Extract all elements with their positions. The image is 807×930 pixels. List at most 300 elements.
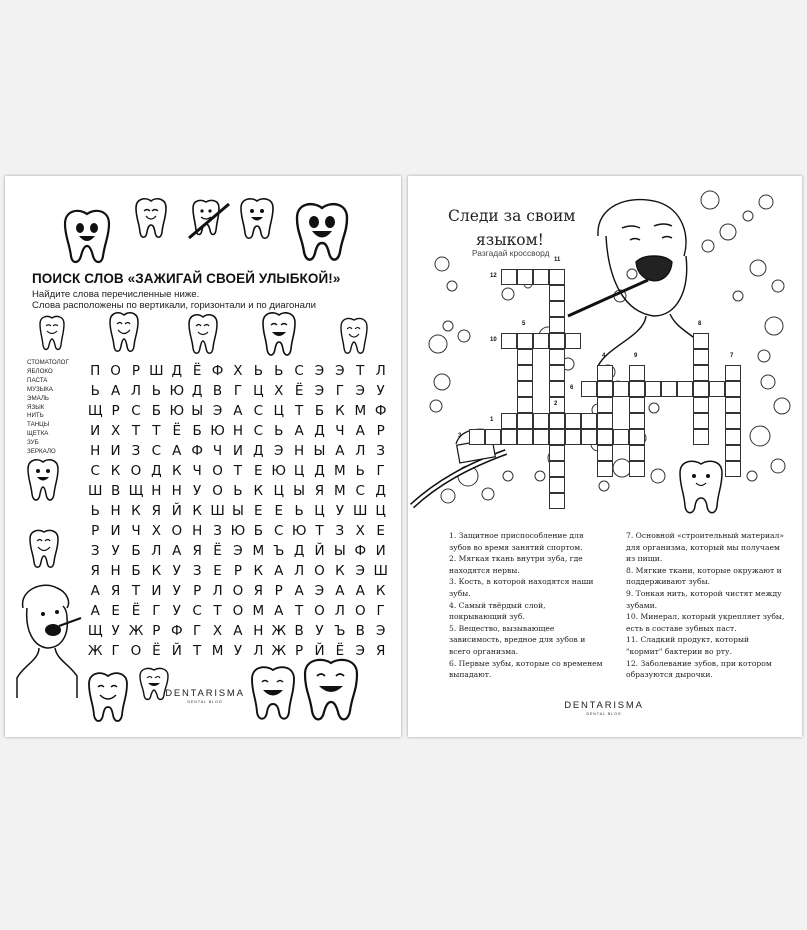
crossword-cell[interactable]	[469, 429, 485, 445]
grid-letter[interactable]: Ё	[192, 363, 202, 379]
grid-letter[interactable]: Ь	[90, 503, 100, 519]
grid-letter[interactable]: У	[172, 603, 181, 619]
grid-letter[interactable]: Е	[274, 503, 283, 519]
grid-letter[interactable]: Н	[110, 503, 121, 519]
grid-letter[interactable]: Е	[213, 563, 222, 579]
grid-letter[interactable]: К	[151, 563, 162, 579]
crossword-cell[interactable]	[549, 269, 565, 285]
grid-letter[interactable]: Р	[193, 583, 202, 599]
grid-letter[interactable]: Р	[91, 523, 100, 539]
grid-letter[interactable]: Р	[152, 623, 161, 639]
crossword-cell[interactable]	[501, 429, 517, 445]
grid-letter[interactable]: Э	[212, 403, 223, 419]
grid-letter[interactable]: Б	[192, 423, 202, 439]
crossword-cell[interactable]	[597, 445, 613, 461]
crossword-cell[interactable]	[549, 317, 565, 333]
grid-letter[interactable]: Ф	[170, 623, 183, 639]
grid-letter[interactable]: С	[90, 463, 100, 479]
grid-letter[interactable]: У	[111, 623, 120, 639]
grid-letter[interactable]: Т	[294, 403, 304, 419]
grid-letter[interactable]: О	[232, 583, 244, 599]
grid-letter[interactable]: Х	[151, 523, 161, 539]
grid-letter[interactable]: Ч	[212, 443, 223, 459]
grid-letter[interactable]: М	[354, 403, 367, 419]
crossword-cell[interactable]	[581, 381, 597, 397]
grid-letter[interactable]: В	[110, 483, 121, 499]
crossword-cell[interactable]	[725, 461, 741, 477]
crossword-cell[interactable]	[485, 429, 501, 445]
crossword-cell[interactable]	[693, 349, 709, 365]
grid-letter[interactable]: Л	[212, 583, 223, 599]
grid-letter[interactable]: Г	[111, 643, 120, 659]
grid-letter[interactable]: Ы	[313, 443, 326, 459]
grid-letter[interactable]: Я	[90, 563, 100, 579]
grid-letter[interactable]: Ц	[293, 463, 305, 479]
crossword-cell[interactable]	[517, 333, 533, 349]
grid-letter[interactable]: Ш	[373, 563, 388, 579]
crossword-cell[interactable]	[725, 381, 741, 397]
grid-letter[interactable]: Л	[375, 363, 386, 379]
crossword-cell[interactable]	[709, 381, 725, 397]
grid-letter[interactable]: А	[274, 563, 284, 579]
grid-letter[interactable]: Ю	[210, 423, 225, 439]
grid-letter[interactable]: К	[171, 463, 182, 479]
grid-letter[interactable]: Щ	[87, 623, 103, 639]
grid-letter[interactable]: Ы	[231, 503, 244, 519]
grid-letter[interactable]: Й	[314, 643, 325, 659]
grid-letter[interactable]: Я	[151, 503, 162, 519]
grid-letter[interactable]: А	[335, 443, 345, 459]
grid-letter[interactable]: Х	[274, 383, 284, 399]
grid-letter[interactable]: В	[294, 623, 304, 639]
grid-letter[interactable]: Р	[295, 643, 304, 659]
grid-letter[interactable]: В	[212, 383, 223, 399]
grid-letter[interactable]: Л	[151, 543, 162, 559]
grid-letter[interactable]: Д	[314, 463, 325, 479]
grid-letter[interactable]: Ё	[213, 543, 222, 559]
tooth-character-icon	[259, 310, 299, 358]
grid-letter[interactable]: У	[111, 543, 120, 559]
grid-letter[interactable]: Э	[314, 363, 325, 379]
crossword-cell[interactable]	[677, 381, 693, 397]
grid-letter[interactable]: Д	[253, 443, 264, 459]
grid-letter[interactable]: А	[335, 583, 345, 599]
grid-letter[interactable]: Ц	[375, 503, 386, 519]
grid-letter[interactable]: Т	[294, 603, 304, 619]
grid-letter[interactable]: И	[110, 443, 121, 459]
grid-letter[interactable]: О	[171, 523, 183, 539]
crossword-cell[interactable]	[549, 365, 565, 381]
crossword-cell[interactable]	[501, 333, 517, 349]
grid-letter[interactable]: Е	[254, 463, 263, 479]
grid-letter[interactable]: Р	[274, 583, 283, 599]
grid-letter[interactable]: А	[294, 423, 304, 439]
crossword-cell[interactable]	[597, 365, 613, 381]
grid-letter[interactable]: Э	[314, 583, 325, 599]
grid-letter[interactable]: М	[252, 603, 265, 619]
grid-letter[interactable]: Ж	[87, 643, 103, 659]
grid-letter[interactable]: Я	[110, 583, 121, 599]
grid-letter[interactable]: О	[130, 463, 142, 479]
grid-letter[interactable]: С	[253, 423, 264, 439]
grid-letter[interactable]: Ф	[354, 543, 367, 559]
grid-letter[interactable]: Н	[253, 623, 264, 639]
grid-letter[interactable]: С	[273, 523, 284, 539]
grid-letter[interactable]: О	[212, 483, 223, 499]
grid-letter[interactable]: Н	[294, 443, 305, 459]
crossword-cell[interactable]	[597, 397, 613, 413]
grid-letter[interactable]: Я	[192, 543, 202, 559]
crossword-cell[interactable]	[517, 413, 533, 429]
grid-letter[interactable]: У	[193, 483, 202, 499]
grid-letter[interactable]: Р	[131, 363, 141, 379]
grid-letter[interactable]: П	[90, 363, 101, 379]
grid-letter[interactable]: А	[274, 603, 284, 619]
crossword-cell[interactable]	[549, 493, 565, 509]
grid-letter[interactable]: Б	[131, 563, 141, 579]
crossword-cell[interactable]	[501, 269, 517, 285]
crossword-cell[interactable]	[725, 413, 741, 429]
crossword-cell[interactable]	[549, 301, 565, 317]
grid-letter[interactable]: З	[376, 443, 385, 459]
crossword-cell[interactable]	[549, 477, 565, 493]
grid-letter[interactable]: М	[211, 643, 224, 659]
crossword-cell[interactable]	[517, 397, 533, 413]
grid-letter[interactable]: А	[172, 543, 182, 559]
grid-letter[interactable]: С	[131, 403, 141, 419]
grid-letter[interactable]: У	[376, 383, 385, 399]
grid-letter[interactable]: Л	[130, 383, 142, 399]
grid-row	[85, 521, 391, 541]
grid-letter[interactable]: Ц	[253, 383, 264, 399]
crossword-cell[interactable]	[581, 429, 597, 445]
grid-letter[interactable]: Ё	[335, 643, 345, 659]
grid-letter[interactable]: Ж	[271, 623, 286, 639]
grid-letter[interactable]: У	[315, 623, 324, 639]
grid-letter[interactable]: А	[355, 583, 365, 599]
grid-letter[interactable]: Ю	[169, 383, 185, 399]
grid-letter[interactable]: О	[232, 603, 244, 619]
grid-letter[interactable]: Б	[131, 543, 141, 559]
crossword-cell[interactable]	[613, 381, 629, 397]
grid-letter[interactable]: Х	[355, 523, 365, 539]
grid-letter[interactable]: Е	[376, 523, 385, 539]
grid-letter[interactable]: Н	[232, 423, 243, 439]
crossword-cell[interactable]	[693, 365, 709, 381]
grid-letter[interactable]: Г	[193, 623, 202, 639]
grid-letter[interactable]: Р	[233, 563, 242, 579]
crossword-cell[interactable]	[661, 381, 677, 397]
grid-letter[interactable]: Щ	[87, 403, 103, 419]
grid-letter[interactable]: Т	[152, 423, 161, 439]
crossword-cell[interactable]	[629, 461, 645, 477]
grid-letter[interactable]: С	[151, 443, 162, 459]
grid-letter[interactable]: О	[212, 463, 223, 479]
grid-letter[interactable]: Ё	[172, 423, 182, 439]
grid-letter[interactable]: Т	[315, 523, 324, 539]
grid-letter[interactable]: Ь	[151, 383, 161, 399]
crossword-cell[interactable]	[565, 429, 581, 445]
grid-letter[interactable]: Д	[375, 483, 386, 499]
grid-letter[interactable]: Й	[314, 543, 325, 559]
crossword-cell[interactable]	[517, 349, 533, 365]
crossword-cell[interactable]	[517, 429, 533, 445]
grid-letter[interactable]: Г	[152, 603, 161, 619]
crossword-cell[interactable]	[629, 397, 645, 413]
grid-letter[interactable]: Ю	[271, 463, 286, 479]
grid-letter[interactable]: Ь	[233, 483, 243, 499]
grid-letter[interactable]: Г	[335, 383, 344, 399]
grid-letter[interactable]: Д	[314, 423, 325, 439]
grid-letter[interactable]: Э	[355, 563, 365, 579]
grid-letter[interactable]: Э	[335, 363, 345, 379]
grid-letter[interactable]: Н	[110, 563, 121, 579]
grid-letter[interactable]: А	[294, 583, 304, 599]
grid-letter[interactable]: Т	[233, 463, 243, 479]
crossword-cell[interactable]	[517, 365, 533, 381]
grid-letter[interactable]: М	[334, 463, 346, 479]
crossword-cell[interactable]	[613, 429, 629, 445]
crossword-cell[interactable]	[629, 429, 645, 445]
grid-letter[interactable]: В	[355, 623, 365, 639]
grid-letter[interactable]: Р	[376, 423, 385, 439]
grid-letter[interactable]: Е	[254, 503, 263, 519]
grid-letter[interactable]: Ж	[271, 643, 286, 659]
grid-letter[interactable]: И	[151, 583, 162, 599]
grid-letter[interactable]: К	[335, 563, 345, 579]
grid-letter[interactable]: Ю	[230, 523, 246, 539]
grid-letter[interactable]: Б	[253, 523, 263, 539]
crossword-cell[interactable]	[693, 333, 709, 349]
grid-letter[interactable]: Н	[171, 483, 182, 499]
grid-letter[interactable]: И	[110, 523, 121, 539]
grid-letter[interactable]: З	[131, 443, 141, 459]
grid-letter[interactable]: К	[335, 403, 345, 419]
crossword-cell[interactable]	[549, 429, 565, 445]
grid-letter[interactable]: Ш	[210, 503, 225, 519]
grid-letter[interactable]: С	[192, 603, 202, 619]
grid-letter[interactable]: Ъ	[273, 543, 285, 559]
grid-letter[interactable]: Ё	[152, 643, 161, 659]
grid-letter[interactable]: Ф	[211, 363, 224, 379]
grid-letter[interactable]: Л	[334, 603, 345, 619]
grid-letter[interactable]: Х	[233, 363, 243, 379]
grid-letter[interactable]: Ь	[294, 503, 304, 519]
crossword-cell[interactable]	[565, 413, 581, 429]
grid-letter[interactable]: К	[253, 563, 264, 579]
crossword-cell[interactable]	[549, 445, 565, 461]
grid-letter[interactable]: Ф	[374, 403, 387, 419]
grid-letter[interactable]: Х	[212, 623, 223, 639]
crossword-cell[interactable]	[629, 381, 645, 397]
grid-letter[interactable]: К	[131, 503, 141, 519]
grid-letter[interactable]: О	[110, 363, 121, 379]
grid-letter[interactable]: Я	[314, 483, 325, 499]
grid-letter[interactable]: З	[335, 523, 345, 539]
grid-letter[interactable]: Ю	[169, 403, 185, 419]
grid-letter[interactable]: Г	[376, 603, 385, 619]
grid-letter[interactable]: Л	[294, 563, 305, 579]
grid-letter[interactable]: Ы	[191, 403, 204, 419]
grid-letter[interactable]: Ю	[291, 523, 307, 539]
grid-letter[interactable]: Д	[191, 383, 203, 399]
crossword-cell[interactable]	[549, 413, 565, 429]
crossword-cell[interactable]	[517, 381, 533, 397]
grid-letter[interactable]: Н	[192, 523, 203, 539]
grid-letter[interactable]: Ц	[273, 403, 284, 419]
grid-letter[interactable]: Э	[273, 443, 284, 459]
grid-letter[interactable]: Й	[171, 643, 182, 659]
grid-letter[interactable]: А	[355, 423, 365, 439]
grid-letter[interactable]: С	[253, 403, 264, 419]
grid-letter[interactable]: З	[90, 543, 100, 559]
crossword-cell[interactable]	[533, 269, 549, 285]
grid-letter[interactable]: Н	[151, 483, 162, 499]
grid-letter[interactable]: Д	[293, 543, 305, 559]
grid-letter[interactable]: Р	[111, 403, 120, 419]
crossword-cell[interactable]	[725, 397, 741, 413]
grid-letter[interactable]: Э	[355, 643, 365, 659]
grid-letter[interactable]: Н	[90, 443, 101, 459]
crossword-cell[interactable]	[533, 413, 549, 429]
grid-letter[interactable]: Е	[111, 603, 120, 619]
grid-letter[interactable]: К	[253, 483, 264, 499]
crossword-cell[interactable]	[725, 429, 741, 445]
grid-letter[interactable]: Ё	[131, 603, 141, 619]
crossword-cell[interactable]	[725, 365, 741, 381]
crossword-cell[interactable]	[693, 381, 709, 397]
crossword-cell[interactable]	[533, 333, 549, 349]
crossword-cell[interactable]	[693, 397, 709, 413]
grid-letter[interactable]: А	[90, 603, 100, 619]
grid-letter[interactable]: О	[314, 563, 325, 579]
grid-letter[interactable]: У	[172, 583, 181, 599]
grid-letter[interactable]: А	[172, 443, 182, 459]
crossword-cell[interactable]	[629, 365, 645, 381]
grid-letter[interactable]: Я	[375, 643, 386, 659]
crossword-cell[interactable]	[693, 413, 709, 429]
crossword-cell[interactable]	[629, 413, 645, 429]
grid-letter[interactable]: Б	[151, 403, 161, 419]
grid-letter[interactable]: З	[213, 523, 222, 539]
grid-letter[interactable]: Э	[375, 623, 386, 639]
crossword-cell[interactable]	[533, 429, 549, 445]
crossword-cell[interactable]	[549, 461, 565, 477]
grid-letter[interactable]: Э	[314, 383, 325, 399]
crossword-cell[interactable]	[725, 445, 741, 461]
grid-letter[interactable]: Ц	[314, 503, 325, 519]
grid-letter[interactable]: К	[110, 463, 121, 479]
grid-letter[interactable]: Э	[355, 383, 365, 399]
grid-letter[interactable]: С	[294, 363, 304, 379]
grid-letter[interactable]: М	[252, 543, 265, 559]
grid-letter[interactable]: Т	[131, 583, 141, 599]
grid-letter[interactable]: Ш	[149, 363, 164, 379]
grid-letter[interactable]: Т	[213, 603, 222, 619]
grid-letter[interactable]: Ь	[274, 363, 284, 379]
grid-letter[interactable]: А	[233, 403, 243, 419]
grid-letter[interactable]: Ь	[253, 363, 263, 379]
grid-letter[interactable]: Г	[376, 463, 385, 479]
grid-letter[interactable]: Ш	[353, 503, 368, 519]
crossword-cell[interactable]	[581, 413, 597, 429]
grid-letter[interactable]: Ч	[192, 463, 202, 479]
crossword-cell[interactable]	[565, 333, 581, 349]
crossword-cell[interactable]	[629, 445, 645, 461]
grid-letter[interactable]: Ъ	[334, 623, 346, 639]
crossword-cell[interactable]	[693, 429, 709, 445]
crossword-cell[interactable]	[549, 285, 565, 301]
grid-letter[interactable]: С	[355, 483, 365, 499]
grid-letter[interactable]: Т	[356, 363, 365, 379]
grid-letter[interactable]: Г	[233, 383, 243, 399]
grid-letter[interactable]: О	[130, 643, 142, 659]
grid-letter[interactable]: Т	[193, 643, 202, 659]
grid-letter[interactable]: Ф	[191, 443, 203, 459]
grid-letter[interactable]: У	[172, 563, 181, 579]
crossword-cell[interactable]	[645, 381, 661, 397]
grid-letter[interactable]: Э	[233, 543, 243, 559]
grid-row	[85, 581, 391, 601]
grid-letter[interactable]: Ь	[355, 463, 365, 479]
grid-letter[interactable]: И	[90, 423, 101, 439]
grid-letter[interactable]: Ц	[273, 483, 284, 499]
crossword-cell[interactable]	[597, 413, 613, 429]
grid-letter[interactable]: Д	[171, 363, 183, 379]
grid-letter[interactable]: Ч	[131, 523, 141, 539]
grid-letter[interactable]: У	[335, 503, 344, 519]
crossword-cell[interactable]	[549, 381, 565, 397]
grid-letter[interactable]: Л	[355, 443, 366, 459]
grid-letter[interactable]: Б	[314, 403, 325, 419]
grid-letter[interactable]: К	[375, 583, 386, 599]
grid-letter[interactable]: Ы	[293, 483, 306, 499]
grid-letter[interactable]: А	[233, 623, 243, 639]
grid-letter[interactable]: Т	[131, 423, 141, 439]
grid-letter[interactable]: А	[110, 383, 121, 399]
grid-letter[interactable]: Ё	[294, 383, 304, 399]
grid-letter[interactable]: И	[232, 443, 243, 459]
grid-letter[interactable]: О	[354, 603, 366, 619]
grid-letter[interactable]: И	[375, 543, 386, 559]
grid-letter[interactable]: Ь	[90, 383, 100, 399]
grid-letter[interactable]: О	[314, 603, 325, 619]
crossword-cell[interactable]	[517, 269, 533, 285]
grid-letter[interactable]: Й	[171, 503, 182, 519]
grid-letter[interactable]: М	[334, 483, 346, 499]
grid-letter[interactable]: З	[192, 563, 202, 579]
crossword-cell[interactable]	[549, 333, 565, 349]
crossword-cell[interactable]	[597, 429, 613, 445]
grid-letter[interactable]: А	[90, 583, 100, 599]
grid-letter[interactable]: Х	[110, 423, 121, 439]
crossword-cell[interactable]	[501, 413, 517, 429]
crossword-cell[interactable]	[597, 381, 613, 397]
grid-letter[interactable]: Ш	[87, 483, 103, 499]
grid-letter[interactable]: У	[233, 643, 243, 659]
grid-letter[interactable]: Ж	[128, 623, 144, 639]
grid-letter[interactable]: Ь	[274, 423, 284, 439]
grid-letter[interactable]: К	[192, 503, 202, 519]
grid-letter[interactable]: Я	[253, 583, 264, 599]
grid-letter[interactable]: Л	[253, 643, 264, 659]
grid-letter[interactable]: Щ	[128, 483, 144, 499]
crossword-cell[interactable]	[597, 461, 613, 477]
grid-letter[interactable]: Ы	[333, 543, 346, 559]
grid-letter[interactable]: Д	[151, 463, 162, 479]
grid-letter[interactable]: Ч	[335, 423, 345, 439]
crossword-cell[interactable]	[549, 349, 565, 365]
